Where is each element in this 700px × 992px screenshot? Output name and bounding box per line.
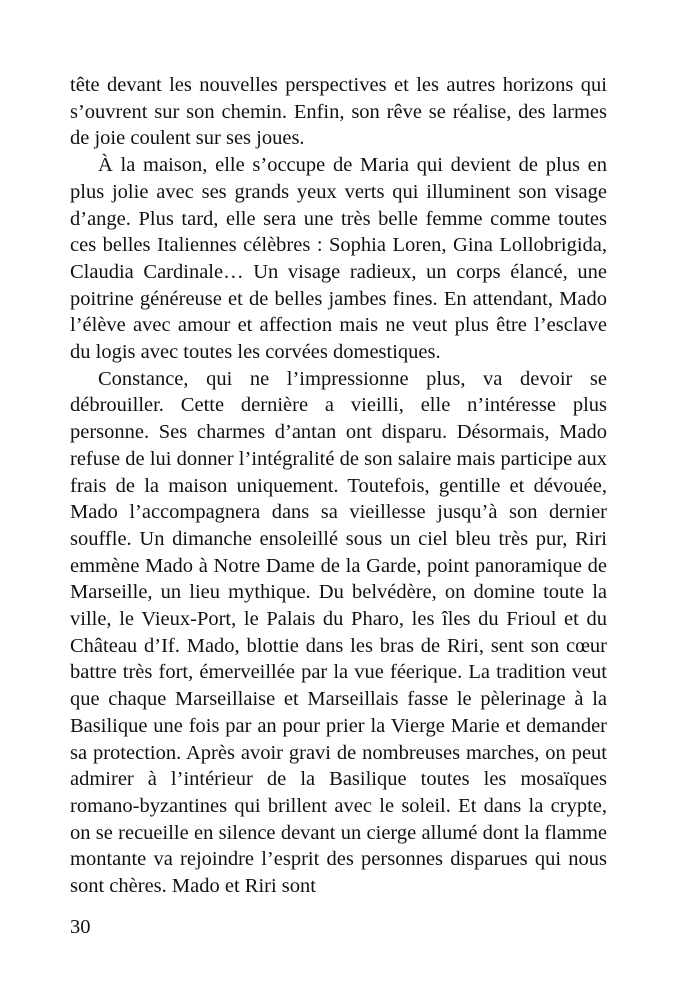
body-text xyxy=(70,72,607,900)
paragraph-constance: Constance, qui ne l’impressionne plus, va devoir se débrouiller. Cette dernière a vieilli, elle n’intéresse plus personne. Ses charmes d’antan ont disparu. Désormais, Mado refuse de lui donner l’intégralité de son salaire mais participe aux frais de la maison uniquement. Toutefois, gentille et dévouée, Mado l’accompagnera dans sa vieillesse jusqu’à son dernier souffle. Un dimanche ensoleillé sous un ciel bleu très pur, Riri emmène Mado à Notre Dame de la Garde, point panoramique de Marseille, un lieu mythique. Du belvédère, on domine toute la ville, le Vieux-Port, le Palais du Pharo, les îles du Frioul et du Château d’If. Mado, blottie dans les bras de Riri, sent son cœur battre très fort, émerveillée par la vue féerique. La tradition veut que chaque Marseillaise et Marseillais fasse le pèlerinage à la Basilique une fois par an pour prier la Vierge Marie et demander sa protection. Après avoir gravi de nombreuses marches, on peut admirer à l’intérieur de la Basilique toutes les mosaïques romano-byzantines qui brillent avec le soleil. Et dans la crypte, on se recueille en silence devant un cierge allumé dont la flamme montante va rejoindre l’esprit des personnes disparues qui nous sont chères. Mado et Riri sont xyxy=(70,367,607,898)
page-number: 30 xyxy=(70,916,91,938)
paragraph-continuation: tête devant les nouvelles perspectives et les autres horizons qui s’ouvrent sur son chemin. Enfin, son rêve se réalise, des larmes de joie coulent sur ses joues. xyxy=(70,74,607,150)
paragraph-maria: À la maison, elle s’occupe de Maria qui devient de plus en plus jolie avec ses grands yeux verts qui illuminent son visage d’ange. Plus tard, elle sera une très belle femme comme toutes ces belles Italiennes célèbres : Sophia Loren, Gina Lollobrigida, Claudia Cardinale… Un visage radieux, un corps élancé, une poitrine généreuse et de belles jambes fines. En attendant, Mado l’élève avec amour et affection mais ne veut plus être l’esclave du logis avec toutes les corvées domestiques. xyxy=(70,154,607,364)
